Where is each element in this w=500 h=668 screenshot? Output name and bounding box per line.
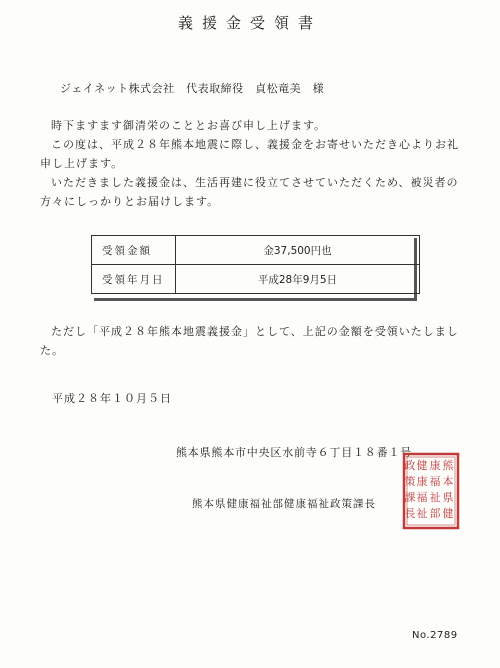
- amount-label: 受領金額: [92, 236, 176, 265]
- receipt-date-value: 平成28年9月5日: [176, 265, 420, 294]
- seal-char: 祉: [416, 507, 428, 520]
- seal-char: 福: [416, 491, 428, 504]
- seal-char: 福: [429, 475, 441, 488]
- seal-char: 政: [404, 459, 416, 472]
- table-row: [92, 265, 420, 294]
- seal-char: 祉: [429, 491, 441, 504]
- greeting-paragraph: 時下ますます御清栄のこととお喜び申し上げます。: [51, 119, 327, 132]
- note-paragraph: ただし「平成２８年熊本地震義援金」として、上記の金額を受領いたしました。: [40, 325, 459, 357]
- seal-char: 県: [442, 491, 454, 504]
- note-text: [40, 322, 460, 360]
- thanks-paragraph: この度は、平成２８年熊本地震に際し、義援金をお寄せいただき心よりお礼申し上げます。: [40, 138, 459, 170]
- addressee: ジェイネット株式会社 代表取締役 貞松竜美 様: [60, 82, 325, 95]
- issuer-department: 熊本県健康福祉部健康福祉政策課長: [192, 498, 376, 510]
- body-text: [40, 116, 460, 211]
- document-number: No.2789: [412, 630, 458, 641]
- seal-char: 健: [442, 507, 454, 520]
- receipt-date-label: 受領年月日: [92, 265, 176, 294]
- seal-char: 康: [416, 475, 428, 488]
- seal-char: 策: [404, 475, 416, 488]
- seal-char: 健: [416, 459, 428, 472]
- document-title: 義援金受領書: [177, 14, 322, 32]
- seal-char: 康: [429, 459, 441, 472]
- table-row: [92, 236, 420, 265]
- seal-char: 本: [442, 475, 454, 488]
- usage-paragraph: いただきました義援金は、生活再建に役立てさせていただくため、被災者の方々にしっかりとお届けします。: [40, 176, 459, 208]
- issuer-address: 熊本県熊本市中央区水前寺６丁目１８番１号: [176, 446, 412, 459]
- seal-char: 長: [404, 507, 416, 520]
- seal-char: 課: [404, 491, 416, 504]
- issue-date: 平成２８年１０月５日: [52, 392, 172, 405]
- amount-value: 金37,500円也: [176, 236, 420, 265]
- official-seal-icon: [402, 452, 460, 530]
- receipt-table: [91, 235, 420, 294]
- seal-char: 部: [429, 507, 441, 520]
- seal-char: 熊: [442, 459, 454, 472]
